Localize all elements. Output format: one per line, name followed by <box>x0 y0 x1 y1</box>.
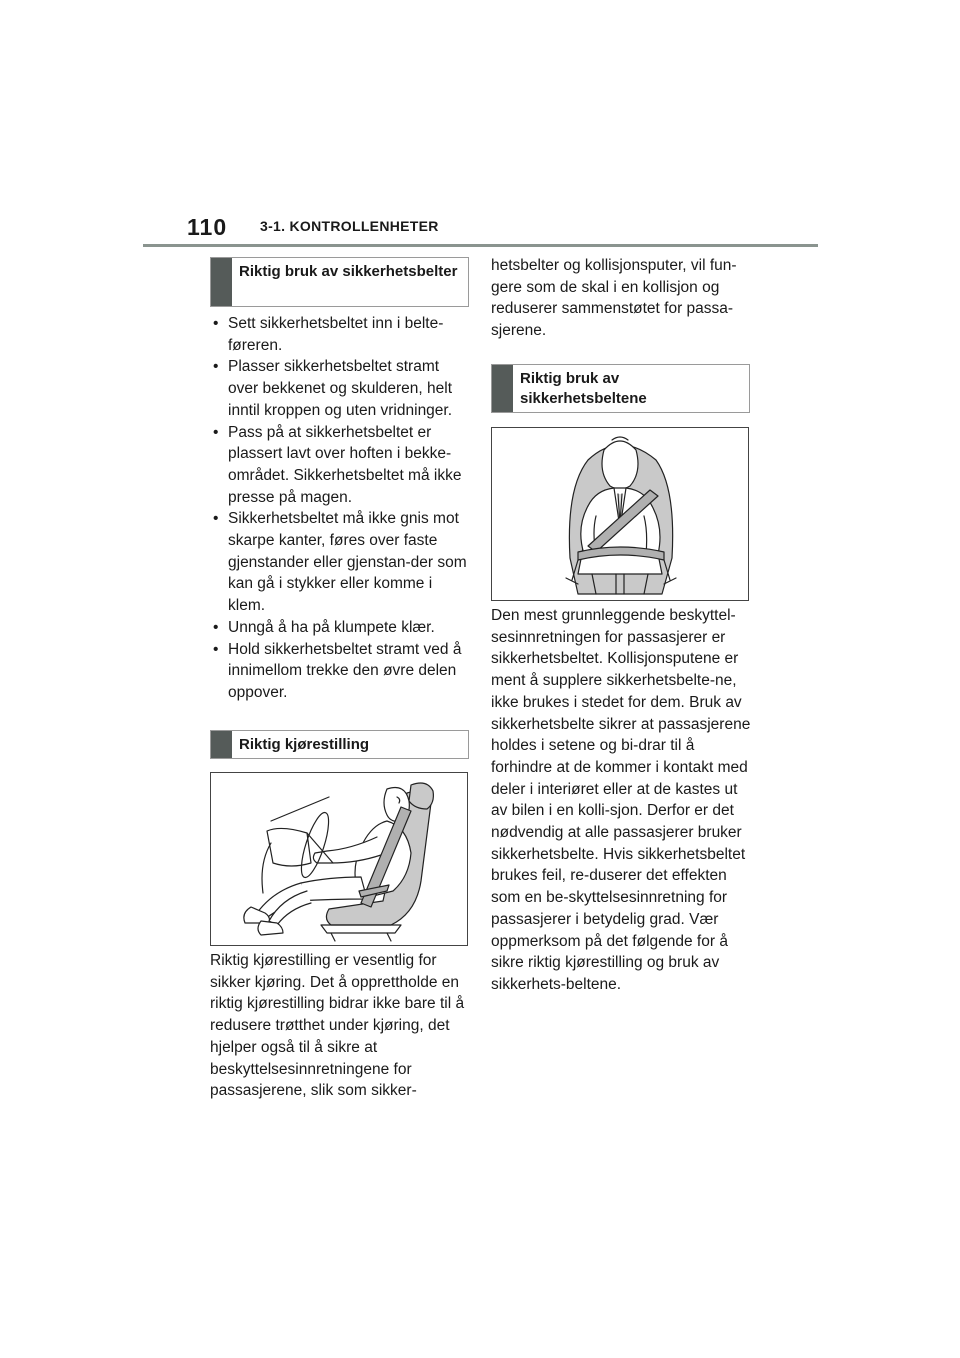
driving-position-paragraph: Riktig kjørestilling er vesentlig for sikker kjøring. Det å opprettholde en riktig kjørestilling bidrar ikke bare til å redusere trøtthet under kjøring, det hjelper også til å sikre at beskyttelsesinnretningene for passasjerene, slik som sikker- <box>210 952 465 1100</box>
seated-person-drawing <box>492 428 748 600</box>
heading-bar <box>211 731 232 758</box>
section-title: 3-1. KONTROLLENHETER <box>260 218 439 234</box>
seatbelt-wearing-illustration <box>491 427 749 601</box>
heading-bar <box>492 365 513 412</box>
page-number: 110 <box>187 214 228 240</box>
page-header <box>143 214 818 248</box>
heading-text: Riktig kjørestilling <box>239 736 370 753</box>
heading-driving-position <box>210 730 469 759</box>
list-item: • Unngå å ha på klumpete klær. <box>210 617 472 639</box>
heading-text: Riktig bruk av sikkerhetsbeltene <box>520 370 647 407</box>
list-item: • Pass på at sikkerhetsbeltet er plassert lavt over hoften i bekke-området. Sikkerhetsbeltet må ikke presse på magen. <box>210 422 472 509</box>
seatbelt-importance-paragraph: Den mest grunnleggende beskyttel-sesinnretningen for passasjerer er sikkerhetsbeltet. Kollisjonsputene er ment å supplere sikkerhetsbelte-ne, ikke brukes i stedet for dem. Bruk av sikkerhetsbelte sikrer at passasjerene holdes i setene og bi-drar til å forhindre at de kommer i kontakt med deler i interiøret eller at de kastes ut av bilen i en kolli-sjon. Derfor er det nødvendig at alle passasjerer bruker sikkerhetsbelte. Hvis sikkerhetsbeltet brukes feil, re-duserer det effekten som en be-skyttelsesinnretning for passasjerer i betydelig grad. Vær oppmerksom på det følgende for å sikre riktig kjørestilling og bruk av sikkerhets-beltene. <box>491 607 751 993</box>
list-item: • Hold sikkerhetsbeltet stramt ved å innimellom trekke den øvre delen oppover. <box>210 639 472 704</box>
header-divider <box>143 244 818 247</box>
heading-seatbelt-use <box>210 257 469 307</box>
driving-position-illustration <box>210 772 468 946</box>
list-item: • Plasser sikkerhetsbeltet stramt over bekkenet og skulderen, helt inntil kroppen og uten vridninger. <box>210 356 472 421</box>
list-item: • Sikkerhetsbeltet må ikke gnis mot skarpe kanter, føres over faste gjenstander eller gjenstan-der som kan gå i stykker eller komme i klem. <box>210 508 472 617</box>
airbag-continuation-paragraph: hetsbelter og kollisjonsputer, vil fun-gere som de skal i en kollisjon og reduserer sammenstøtet for passa-sjerene. <box>491 257 737 340</box>
seatbelt-instructions-list <box>210 313 472 704</box>
heading-seatbelts-use <box>491 364 750 413</box>
heading-bar <box>211 258 232 306</box>
list-item: • Sett sikkerhetsbeltet inn i belte-føreren. <box>210 313 472 356</box>
heading-text: Riktig bruk av sikkerhetsbelter <box>239 263 458 280</box>
driver-figure-drawing <box>211 773 467 945</box>
